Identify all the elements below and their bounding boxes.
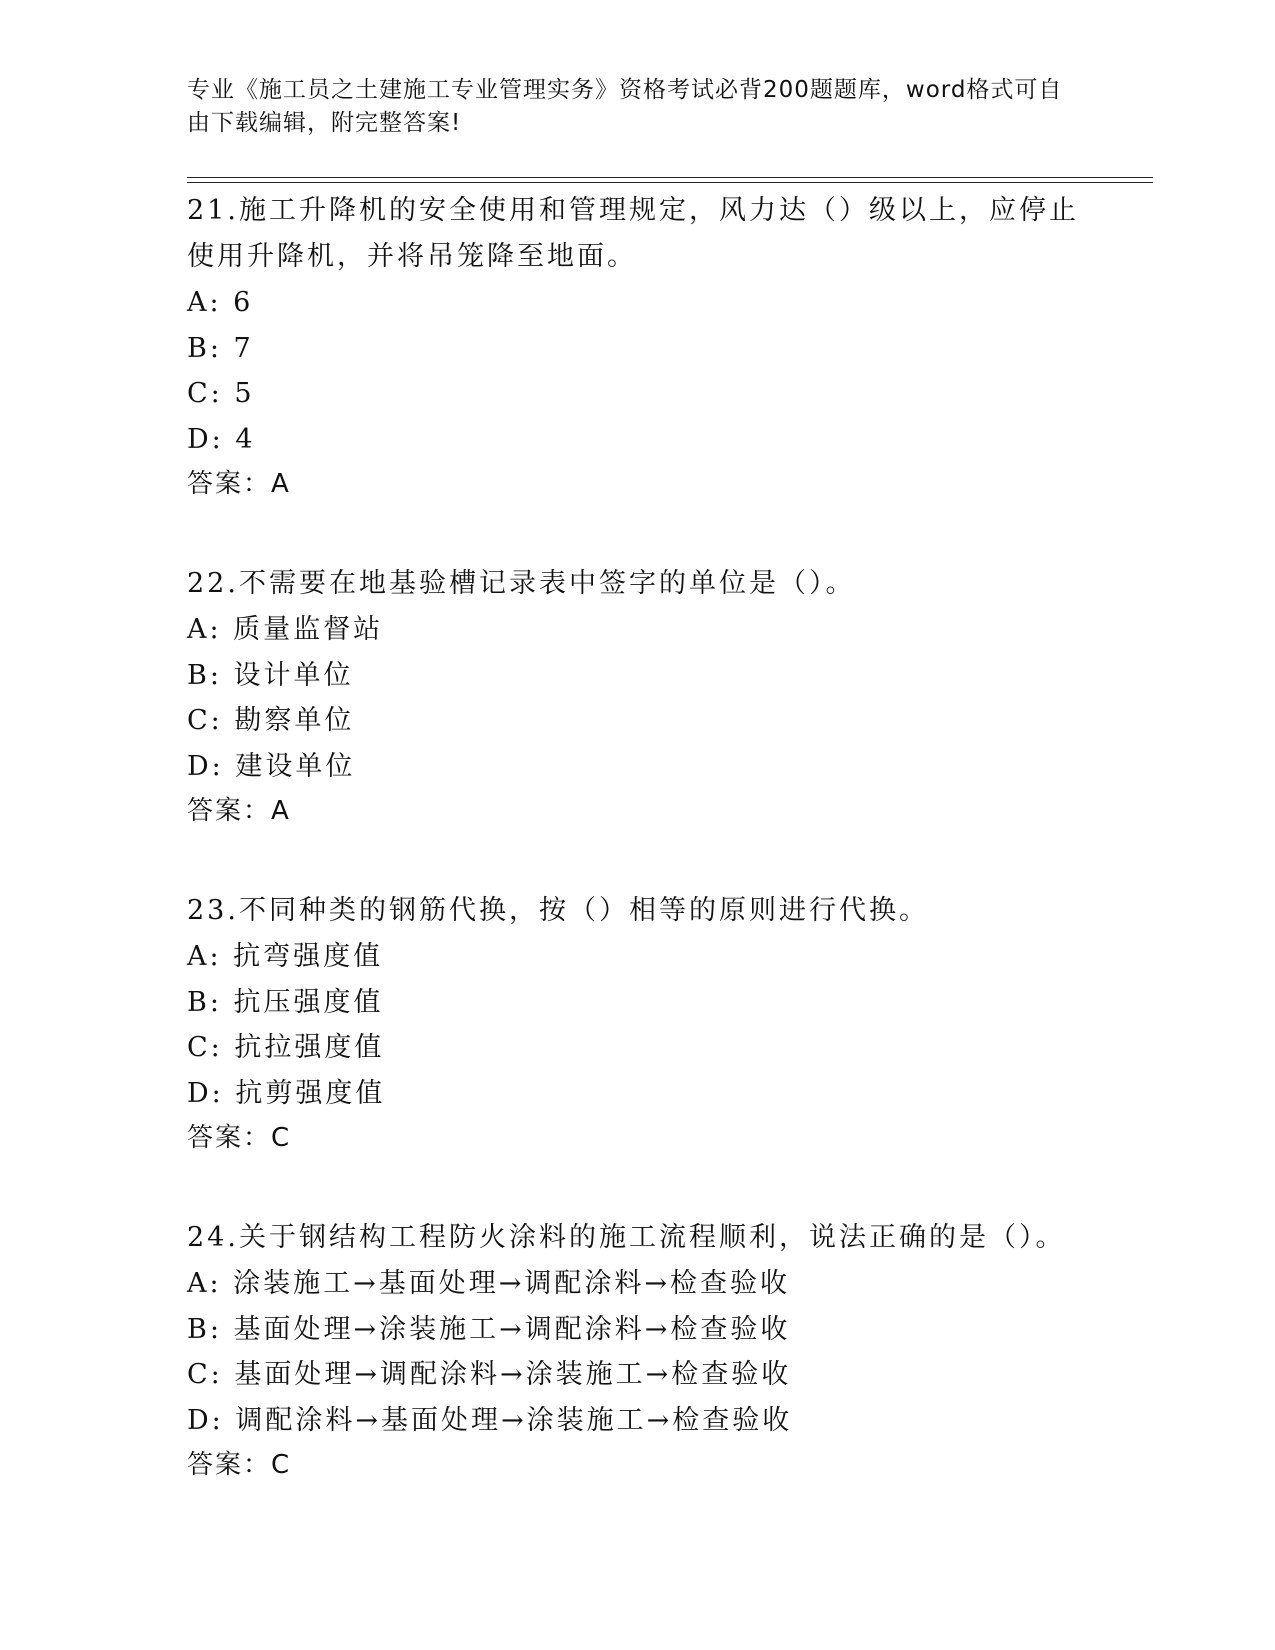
option-a: A: 6: [187, 287, 254, 318]
option-d: D: 调配涂料→基面处理→涂装施工→检查验收: [187, 1404, 793, 1436]
option-d: D: 抗剪强度值: [187, 1077, 386, 1109]
option-a: A: 抗弯强度值: [187, 941, 384, 972]
header-divider-top: [187, 177, 1153, 178]
option-b: B: 基面处理→涂装施工→调配涂料→检查验收: [187, 1313, 791, 1345]
option-d: D: 4: [187, 423, 256, 455]
question-21: [187, 188, 1087, 507]
option-c: C: 抗拉强度值: [187, 1032, 385, 1063]
option-b: B: 设计单位: [187, 659, 354, 691]
question-text: 24.关于钢结构工程防火涂料的施工流程顺利，说法正确的是（）。: [187, 1222, 1066, 1253]
option-c: C: 基面处理→调配涂料→涂装施工→检查验收: [187, 1359, 792, 1390]
option-b: B: 7: [187, 332, 254, 364]
option-c: C: 5: [187, 378, 255, 409]
header-divider-bottom: [187, 182, 1153, 183]
document-header: 专业《施工员之土建施工专业管理实务》资格考试必背200题题库，word格式可自由下载编辑，附完整答案!: [187, 77, 1063, 136]
question-22: [187, 561, 1087, 834]
answer-line: 答案：C: [187, 1123, 292, 1153]
answer-line: 答案：C: [187, 1450, 292, 1480]
question-text: 21.施工升降机的安全使用和管理规定，风力达（）级以上，应停止使用升降机，并将吊笼降至地面。: [187, 195, 1079, 272]
option-b: B: 抗压强度值: [187, 986, 384, 1018]
option-d: D: 建设单位: [187, 750, 356, 782]
answer-line: 答案：A: [187, 469, 291, 499]
answer-line: 答案：A: [187, 796, 291, 826]
option-a: A: 质量监督站: [187, 614, 384, 645]
question-list: [187, 188, 1087, 1542]
question-24: [187, 1215, 1087, 1488]
question-23: [187, 888, 1087, 1161]
question-text: 22.不需要在地基验槽记录表中签字的单位是（）。: [187, 568, 856, 599]
question-text: 23.不同种类的钢筋代换，按（）相等的原则进行代换。: [187, 895, 929, 926]
option-c: C: 勘察单位: [187, 705, 355, 736]
option-a: A: 涂装施工→基面处理→调配涂料→检查验收: [187, 1268, 791, 1299]
